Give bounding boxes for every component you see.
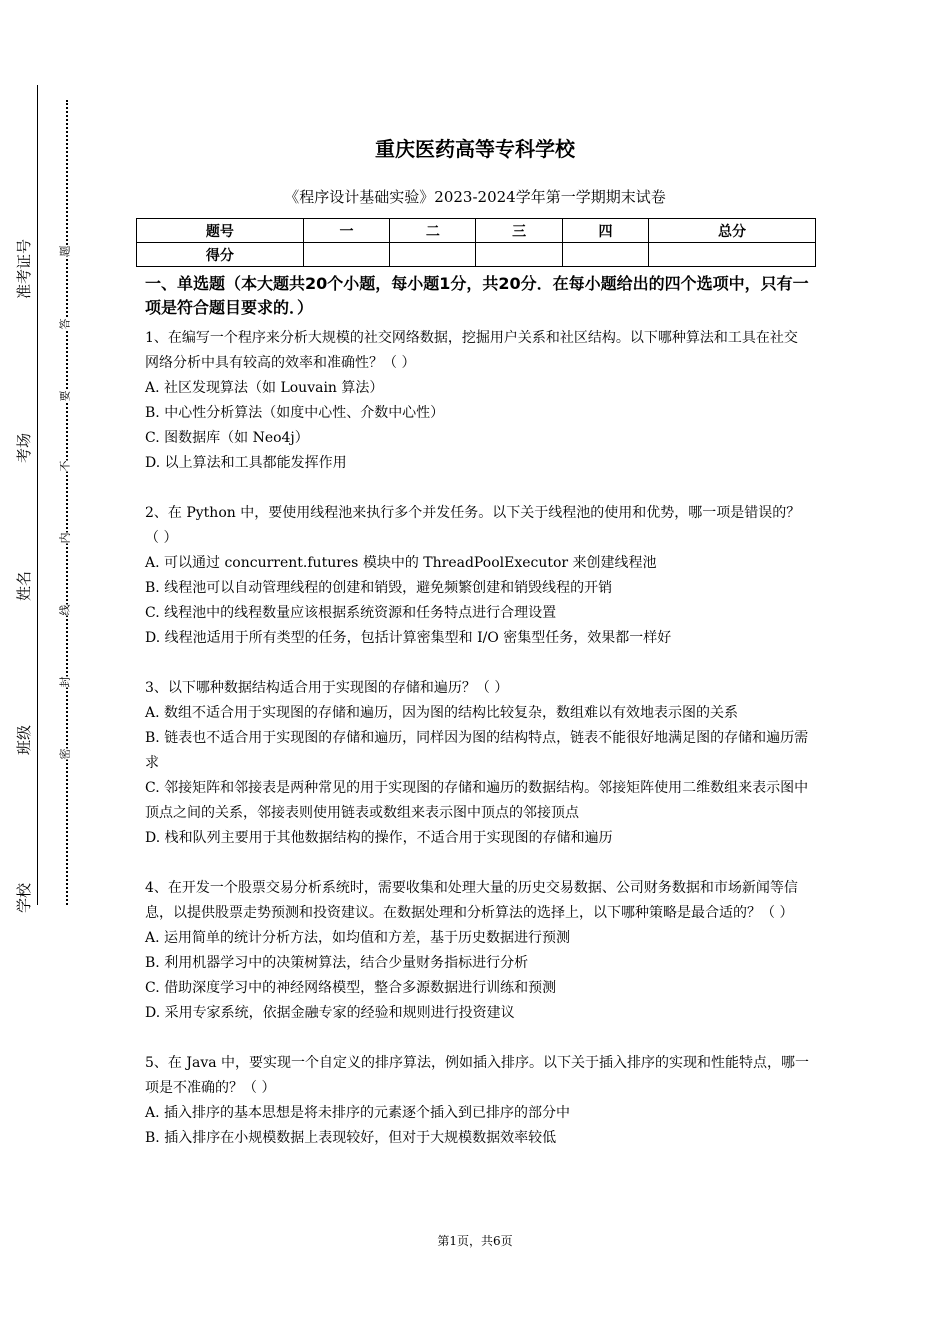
section-heading: 一、单选题（本大题共20个小题，每小题1分，共20分．在每小题给出的四个选项中，只有一项是符合题目要求的．） xyxy=(145,274,809,317)
score-cell: 三 xyxy=(476,219,562,243)
question-3 xyxy=(145,676,810,851)
question-1 xyxy=(145,326,810,476)
school-label: 学校 xyxy=(15,882,33,913)
option: C. 线程池中的线程数量应该根据系统资源和任务特点进行合理设置 xyxy=(145,605,557,621)
score-cell: 四 xyxy=(562,219,648,243)
seal-char: 线 xyxy=(58,604,72,616)
score-input-cell[interactable] xyxy=(390,243,476,267)
score-input-cell[interactable] xyxy=(476,243,562,267)
seal-char: 封 xyxy=(58,676,72,688)
exam-room-label: 考场 xyxy=(15,432,33,463)
seal-char: 答 xyxy=(58,318,72,330)
question-4 xyxy=(145,876,810,1026)
question-stem: 5、在 Java 中，要实现一个自定义的排序算法，例如插入排序。以下关于插入排序的实现和性能特点，哪一项是不准确的？（ ） xyxy=(145,1055,810,1096)
binding-line xyxy=(37,85,38,905)
option: A. 社区发现算法（如 Louvain 算法） xyxy=(145,380,384,396)
option: B. 中心性分析算法（如度中心性、介数中心性） xyxy=(145,405,445,421)
score-cell: 得分 xyxy=(137,243,304,267)
score-input-cell[interactable] xyxy=(303,243,389,267)
option: A. 运用简单的统计分析方法，如均值和方差，基于历史数据进行预测 xyxy=(145,930,571,946)
question-stem: 4、在开发一个股票交易分析系统时，需要收集和处理大量的历史交易数据、公司财务数据和市场新闻等信息，以提供股票走势预测和投资建议。在数据处理和分析算法的选择上，以下哪种策略是最合适的？（ ） xyxy=(145,880,798,921)
seal-char: 题 xyxy=(58,245,72,257)
option: D. 以上算法和工具都能发挥作用 xyxy=(145,455,347,471)
option: C. 借助深度学习中的神经网络模型，整合多源数据进行训练和预测 xyxy=(145,980,557,996)
option: D. 采用专家系统，依据金融专家的经验和规则进行投资建议 xyxy=(145,1005,515,1021)
seal-dotted-line xyxy=(66,100,68,905)
question-stem: 3、以下哪种数据结构适合用于实现图的存储和遍历？（ ） xyxy=(145,680,509,696)
score-cell: 总分 xyxy=(649,219,816,243)
school-title: 重庆医药高等专科学校 xyxy=(375,137,575,161)
option: B. 利用机器学习中的决策树算法，结合少量财务指标进行分析 xyxy=(145,955,529,971)
question-stem: 2、在 Python 中，要使用线程池来执行多个并发任务。以下关于线程池的使用和优势，哪一项是错误的？（ ） xyxy=(145,505,801,546)
class-label: 班级 xyxy=(15,724,33,755)
score-table-header-row xyxy=(137,219,816,243)
option: D. 栈和队列主要用于其他数据结构的操作，不适合用于实现图的存储和遍历 xyxy=(145,830,613,846)
option: A. 数组不适合用于实现图的存储和遍历，因为图的结构比较复杂，数组难以有效地表示图的关系 xyxy=(145,705,739,721)
option: D. 线程池适用于所有类型的任务，包括计算密集型和 I/O 密集型任务，效果都一样好 xyxy=(145,630,672,646)
exam-id-label: 准考证号 xyxy=(15,238,33,299)
seal-char: 不 xyxy=(58,460,72,472)
page-footer: 第1页，共6页 xyxy=(437,1234,513,1248)
question-2 xyxy=(145,501,810,651)
question-5 xyxy=(145,1051,810,1151)
score-cell: 二 xyxy=(390,219,476,243)
question-stem: 1、在编写一个程序来分析大规模的社交网络数据，挖掘用户关系和社区结构。以下哪种算法和工具在社交网络分析中具有较高的效率和准确性？（ ） xyxy=(145,330,798,371)
score-input-cell[interactable] xyxy=(562,243,648,267)
option: C. 图数据库（如 Neo4j） xyxy=(145,430,309,446)
option: A. 插入排序的基本思想是将未排序的元素逐个插入到已排序的部分中 xyxy=(145,1105,571,1121)
option: B. 线程池可以自动管理线程的创建和销毁，避免频繁创建和销毁线程的开销 xyxy=(145,580,613,596)
name-label: 姓名 xyxy=(15,570,33,601)
option: A. 可以通过 concurrent.futures 模块中的 ThreadPoolExecutor 来创建线程池 xyxy=(145,555,657,571)
option: B. 链表也不适合用于实现图的存储和遍历，同样因为图的结构特点，链表不能很好地满足图的存储和遍历需求 xyxy=(145,730,809,771)
seal-char: 密 xyxy=(58,748,72,760)
score-cell: 一 xyxy=(303,219,389,243)
score-input-cell[interactable] xyxy=(649,243,816,267)
seal-char: 内 xyxy=(58,532,72,544)
score-cell: 题号 xyxy=(137,219,304,243)
exam-subtitle: 《程序设计基础实验》2023-2024学年第一学期期末试卷 xyxy=(284,188,666,206)
score-table-score-row xyxy=(137,243,816,267)
exam-content xyxy=(145,272,810,1176)
score-table xyxy=(136,218,816,267)
option: B. 插入排序在小规模数据上表现较好，但对于大规模数据效率较低 xyxy=(145,1130,557,1146)
seal-char: 要 xyxy=(58,390,72,402)
option: C. 邻接矩阵和邻接表是两种常见的用于实现图的存储和遍历的数据结构。邻接矩阵使用二维数组来表示图中顶点之间的关系，邻接表则使用链表或数组来表示图中顶点的邻接顶点 xyxy=(145,780,809,821)
